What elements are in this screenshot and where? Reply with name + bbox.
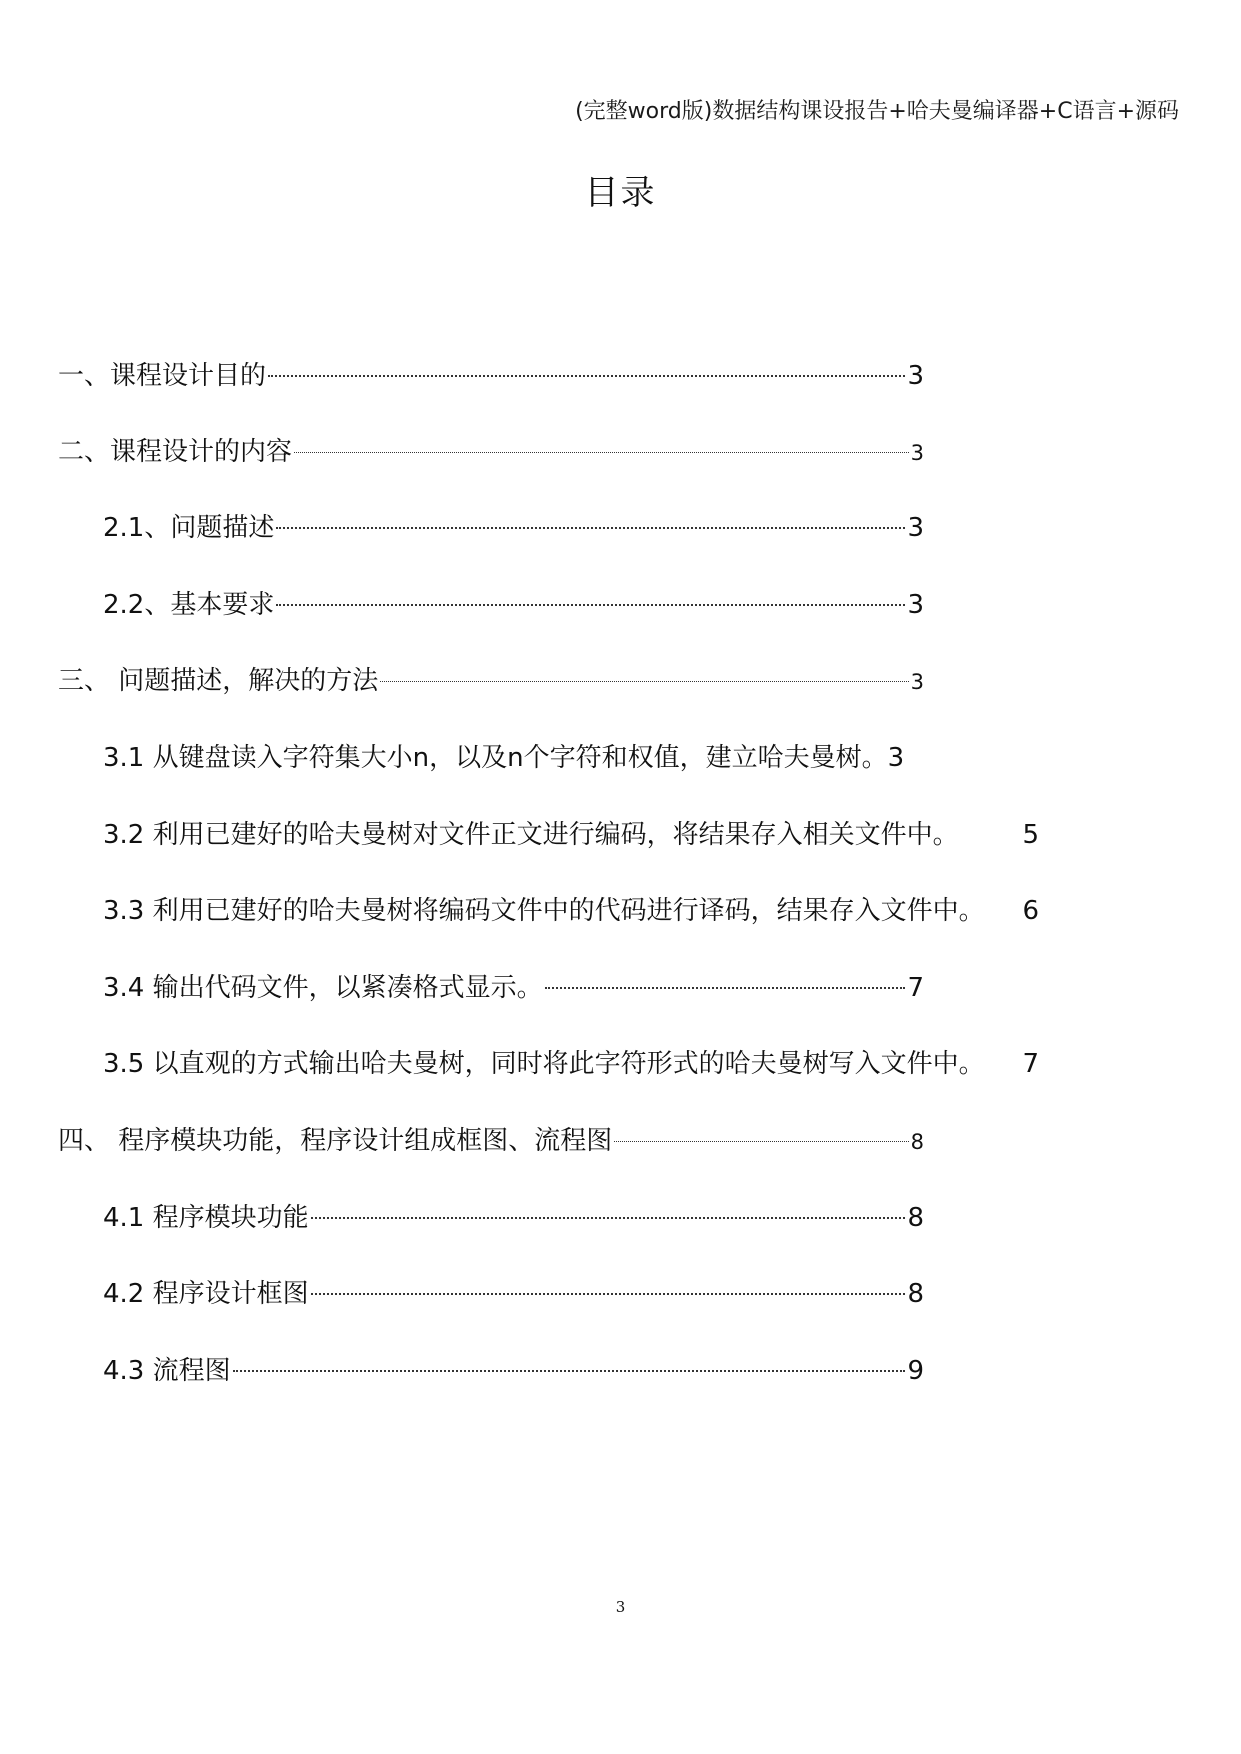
toc-entry-4[interactable] [58,1121,924,1161]
toc-entry-label: 四、 程序模块功能，程序设计组成框图、流程图 [58,1126,613,1156]
toc-entry-label: 3.3 利用已建好的哈夫曼树将编码文件中的代码进行译码，结果存入文件中。 [103,896,985,926]
toc-dot-leader [233,1370,906,1372]
toc-dot-leader [268,375,905,377]
toc-entry-label: 2.1、问题描述 [103,513,275,543]
toc-entry-3-5[interactable] [103,1044,1039,1084]
toc-entry-label: 3.4 输出代码文件，以紧凑格式显示。 [103,973,543,1003]
toc-dot-leader [294,452,909,453]
toc-entry-label: 一、课程设计目的 [58,361,267,391]
toc-entry-label: 二、课程设计的内容 [58,437,293,467]
toc-entry-label: 2.2、基本要求 [103,590,275,620]
toc-entry-3-1[interactable] [103,738,953,778]
toc-dot-leader [545,987,906,989]
toc-dot-leader [276,527,905,529]
toc-entry-page: 8 [907,1279,924,1309]
toc-entry-page: 3 [910,670,924,694]
toc-entry-label: 4.3 流程图 [103,1356,231,1386]
toc-entry-page: 7 [1022,1049,1039,1079]
toc-entry-page: 3 [910,441,924,465]
toc-dot-leader [311,1217,906,1219]
toc-entry-page: 3 [907,590,924,620]
toc-dot-leader [380,681,908,682]
toc-entry-label: 4.2 程序设计框图 [103,1279,309,1309]
page-title: 目录 [584,173,657,213]
toc-entry-3-2[interactable] [103,815,1039,855]
toc-entry-page: 3 [887,743,905,773]
page-number: 3 [615,1598,626,1616]
toc-dot-leader [276,604,905,606]
toc-dot-leader [614,1141,908,1142]
toc-entry-page: 8 [907,1203,924,1233]
toc-entry-4-1[interactable] [103,1198,924,1238]
toc-entry-3[interactable] [58,661,924,701]
toc-entry-1[interactable] [58,356,924,396]
document-header: (完整word版)数据结构课设报告+哈夫曼编译器+C语言+源码 [575,99,1179,124]
toc-entry-page: 3 [907,513,924,543]
toc-entry-label: 三、 问题描述，解决的方法 [58,666,379,696]
toc-entry-2-1[interactable] [103,508,924,548]
toc-entry-3-4[interactable] [103,968,924,1008]
toc-entry-label: 3.1 从键盘读入字符集大小n，以及n个字符和权值，建立哈夫曼树。 [103,743,888,773]
toc-entry-page: 6 [1022,896,1039,926]
toc-entry-page: 9 [907,1356,924,1386]
toc-entry-4-2[interactable] [103,1274,924,1314]
toc-entry-4-3[interactable] [103,1351,924,1391]
toc-entry-3-3[interactable] [103,891,1039,931]
toc-entry-label: 3.2 利用已建好的哈夫曼树对文件正文进行编码，将结果存入相关文件中。 [103,820,959,850]
toc-entry-page: 5 [1022,820,1039,850]
toc-entry-2-2[interactable] [103,585,924,625]
toc-entry-label: 4.1 程序模块功能 [103,1203,309,1233]
toc-entry-page: 3 [907,361,924,391]
toc-entry-label: 3.5 以直观的方式输出哈夫曼树，同时将此字符形式的哈夫曼树写入文件中。 [103,1049,985,1079]
toc-entry-2[interactable] [58,432,924,472]
toc-dot-leader [311,1293,906,1295]
toc-entry-page: 8 [910,1130,924,1154]
toc-entry-page: 7 [907,973,924,1003]
